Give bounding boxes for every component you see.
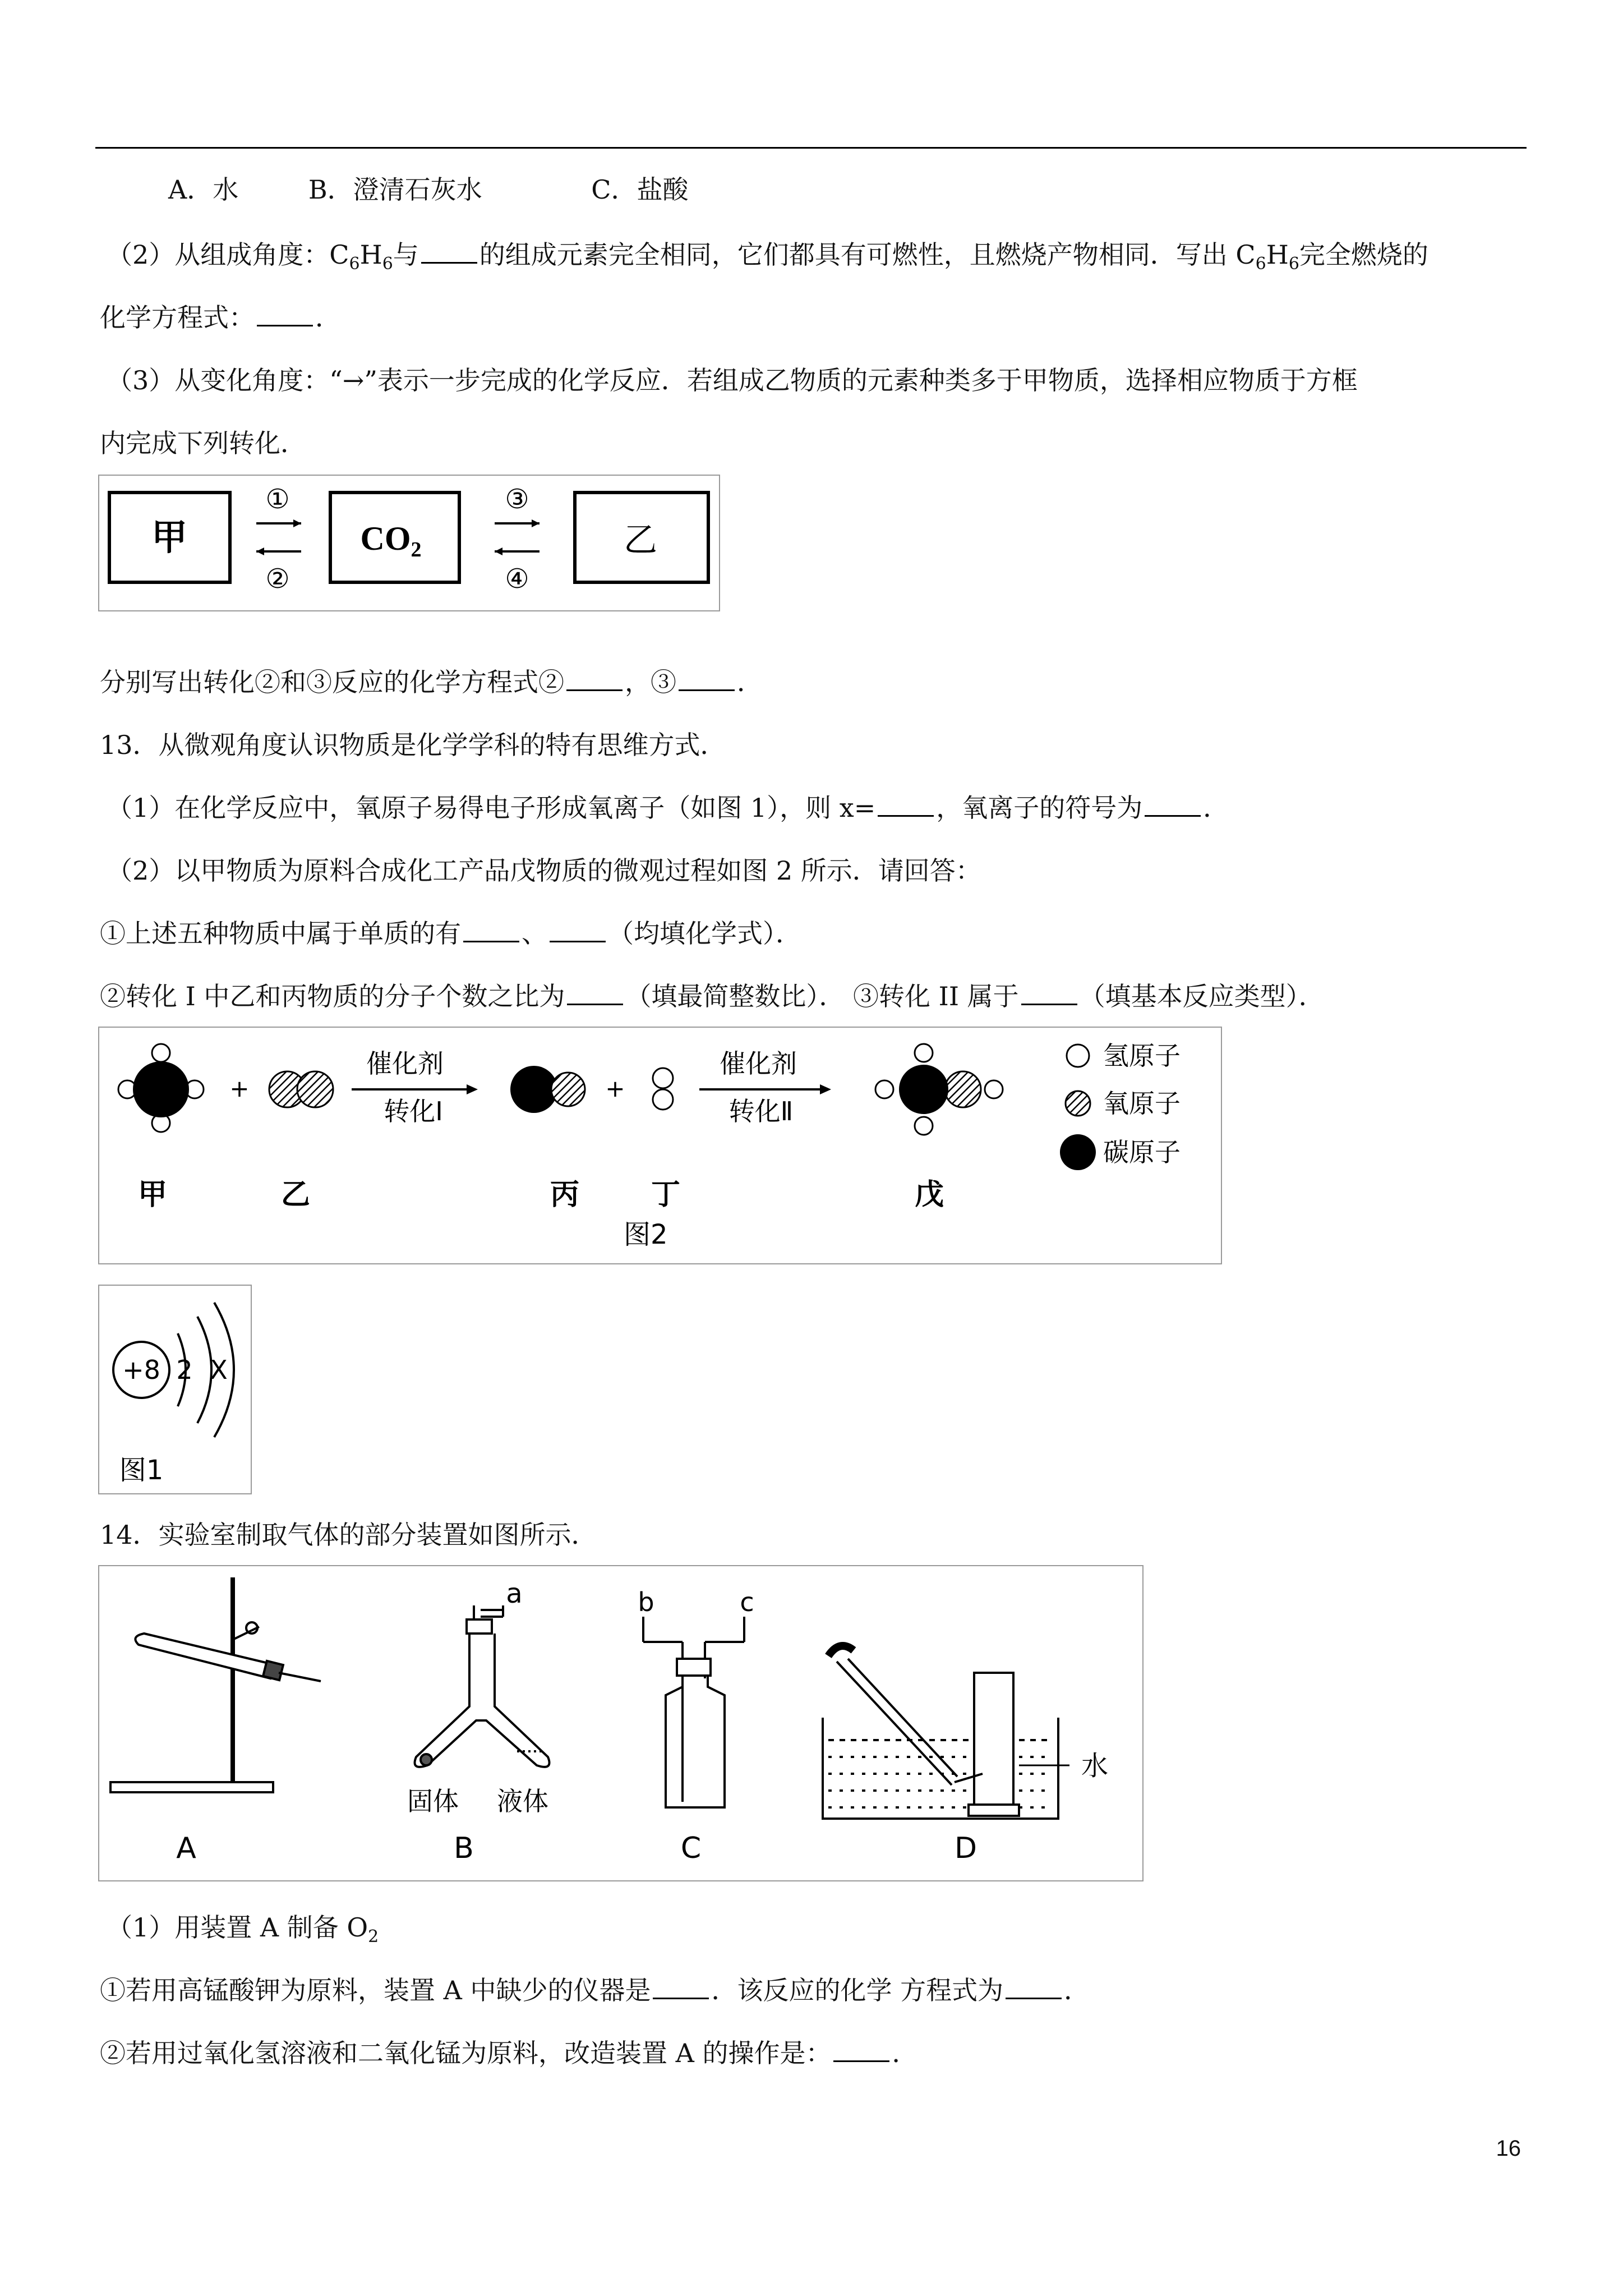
answer-blank[interactable] <box>1145 793 1201 817</box>
legend <box>1060 1041 1181 1170</box>
q14-part1-sub1: ①若用高锰酸钾为原料，装置 A 中缺少的仪器是 ．该反应的化学 方程式为 ． <box>100 1975 1090 2005</box>
molecule-yi <box>269 1071 333 1107</box>
label-bing: 丙 <box>550 1178 580 1212</box>
header-rule <box>95 147 1527 149</box>
port-b: b <box>638 1587 654 1617</box>
label-water: 水 <box>1081 1750 1109 1782</box>
step-2-label: ② <box>265 563 290 595</box>
q13-sub2: ②转化 I 中乙和丙物质的分子个数之比为 （填最简整数比）． ③转化 II 属于 （填基本反应类型）． <box>100 981 1325 1011</box>
molecule-wu <box>875 1044 1003 1135</box>
q13-stem: 13．从微观角度认识物质是化学学科的特有思维方式． <box>100 730 726 760</box>
catalyst-label-1: 催化剂 <box>366 1048 444 1079</box>
q13-part2: （2）以甲物质为原料合成化工产品戊物质的微观过程如图 2 所示．请回答： <box>107 855 981 886</box>
plus-sign: + <box>605 1075 625 1102</box>
label-wu: 戊 <box>914 1178 944 1212</box>
answer-blank[interactable] <box>679 667 735 691</box>
label-d: D <box>954 1832 978 1865</box>
apparatus-c <box>643 1617 744 1807</box>
legend-oxygen-swatch <box>1066 1091 1090 1116</box>
answer-blank[interactable] <box>421 240 477 264</box>
answer-blank[interactable] <box>833 2038 889 2062</box>
legend-hydrogen-swatch <box>1067 1045 1089 1067</box>
q14-part1-sub2: ②若用过氧化氢溶液和二氧化锰为原料，改造装置 A 的操作是： ． <box>100 2038 918 2068</box>
molecule-bing <box>510 1066 585 1113</box>
plus-sign: + <box>229 1075 250 1102</box>
box-co2-label: $CO_2$ <box>360 520 422 562</box>
label-ding: 丁 <box>651 1178 681 1212</box>
shell2-electrons: X <box>210 1355 228 1385</box>
molecule-ding <box>653 1068 673 1110</box>
catalyst-label-2: 催化剂 <box>720 1048 797 1079</box>
figure2-molecules <box>98 1027 1222 1264</box>
q12-part3-line1: （3）从变化角度：“→”表示一步完成的化学反应．若组成乙物质的元素种类多于甲物质，选择相应物质于方框 <box>107 365 1358 395</box>
molecule-jia <box>118 1044 204 1132</box>
figure1-caption: 图1 <box>119 1455 164 1486</box>
page-number: 16 <box>1496 2136 1521 2161</box>
option-a: A．水 <box>168 174 239 205</box>
q14-stem: 14．实验室制取气体的部分装置如图所示． <box>100 1520 597 1550</box>
label-yi: 乙 <box>280 1178 311 1212</box>
conversion-figure <box>98 475 720 611</box>
label-a: A <box>176 1832 196 1865</box>
answer-blank[interactable] <box>653 1975 709 1999</box>
box-yi-label: 乙 <box>624 521 657 560</box>
q12-part3-answer: 分别写出转化②和③反应的化学方程式② ，③ ． <box>100 667 763 697</box>
label-jia: 甲 <box>137 1178 168 1212</box>
conversion-2-label: 转化Ⅱ <box>728 1096 794 1126</box>
step-3-label: ③ <box>505 484 529 515</box>
shell1-electrons: 2 <box>176 1355 193 1385</box>
conversion-1-label: 转化Ⅰ <box>384 1096 443 1126</box>
q14-part1-head: （1）用装置 A 制备 $O_2$ <box>107 1912 379 1947</box>
legend-hydrogen: 氢原子 <box>1103 1041 1181 1071</box>
q12-part3-line2: 内完成下列转化． <box>100 428 306 458</box>
answer-blank[interactable] <box>567 981 623 1005</box>
port-a: a <box>506 1578 523 1609</box>
q13-sub1: ①上述五种物质中属于单质的有 、 （均填化学式）． <box>100 918 801 949</box>
figure2-caption: 图2 <box>624 1219 668 1250</box>
figure1-oxygen-ion <box>98 1285 252 1494</box>
answer-blank[interactable] <box>257 302 313 326</box>
label-liquid: 液体 <box>497 1786 548 1816</box>
label-solid: 固体 <box>407 1786 459 1816</box>
option-c: C．盐酸 <box>591 174 689 205</box>
option-b: B．澄清石灰水 <box>308 174 482 205</box>
answer-blank[interactable] <box>878 793 934 817</box>
legend-carbon-swatch <box>1060 1134 1096 1170</box>
step-1-label: ① <box>265 484 290 515</box>
apparatus-figure <box>98 1565 1144 1881</box>
step-4-label: ④ <box>505 563 529 595</box>
legend-carbon: 碳原子 <box>1103 1137 1181 1167</box>
q12-part2-line2: 化学方程式： ． <box>100 302 341 333</box>
answer-blank[interactable] <box>463 918 519 942</box>
apparatus-a <box>110 1577 321 1792</box>
label-b: B <box>454 1832 474 1865</box>
label-c: C <box>680 1832 702 1865</box>
apparatus-b <box>415 1605 550 1767</box>
q12-part2-line1: （2）从组成角度：$C_6H_6$与 的组成元素完全相同，它们都具有可燃性，且燃烧产物相同．写出 $C_6H_6$完全燃烧的 <box>107 240 1428 274</box>
answer-blank[interactable] <box>550 918 606 942</box>
answer-blank[interactable] <box>566 667 623 691</box>
answer-blank[interactable] <box>1006 1975 1062 1999</box>
legend-oxygen: 氧原子 <box>1103 1088 1181 1119</box>
q13-part1: （1）在化学反应中，氧原子易得电子形成氧离子（如图 1），则 x= ，氧离子的符号为 ． <box>107 793 1229 823</box>
port-c: c <box>740 1587 754 1617</box>
answer-options <box>168 169 750 206</box>
apparatus-d <box>823 1646 1069 1819</box>
nucleus-charge: +8 <box>122 1355 160 1385</box>
box-jia-label: 甲 <box>151 517 187 559</box>
answer-blank[interactable] <box>1021 981 1077 1005</box>
